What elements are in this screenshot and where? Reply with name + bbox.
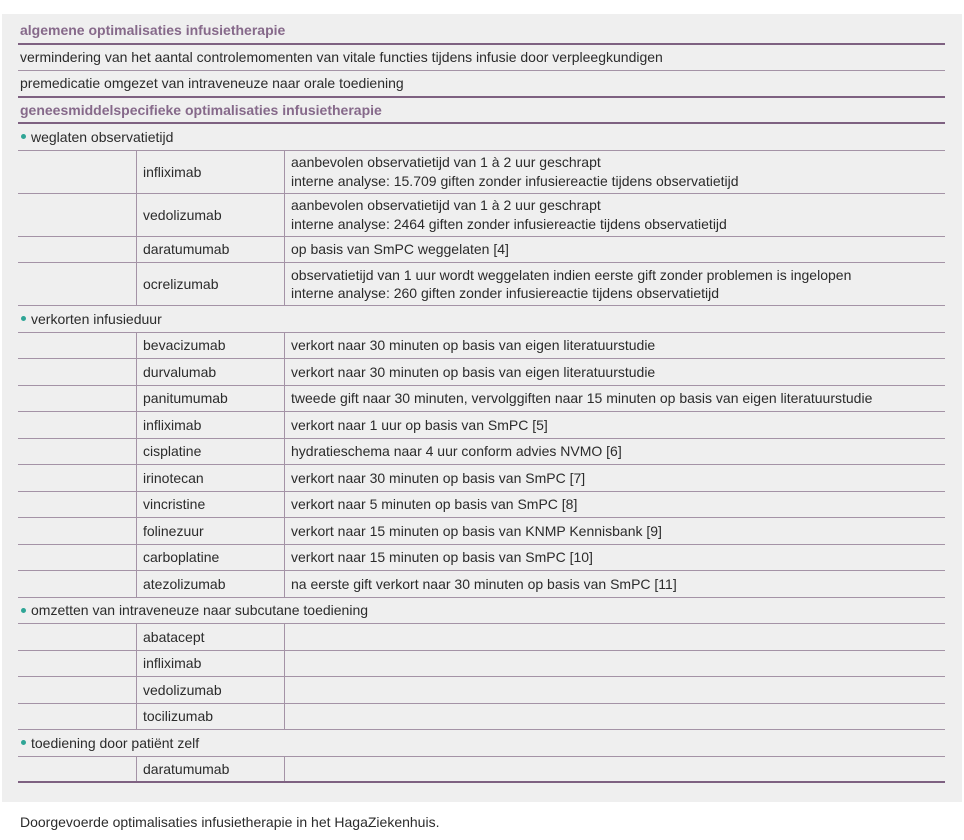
general-row bbox=[18, 71, 945, 98]
drug-name: daratumumab bbox=[137, 237, 285, 263]
description-line: op basis van SmPC weggelaten [4] bbox=[291, 241, 509, 257]
general-row-text: vermindering van het aantal controlemomenten van vitale functies tijdens infusie door verpleegkundigen bbox=[20, 49, 663, 66]
section-heading-general bbox=[18, 18, 945, 45]
group-title: toediening door patiënt zelf bbox=[31, 734, 200, 751]
optimization-description bbox=[285, 333, 945, 359]
table-row bbox=[18, 439, 945, 466]
table-row bbox=[18, 151, 945, 194]
empty-cell bbox=[18, 439, 137, 465]
drug-name: vedolizumab bbox=[137, 194, 285, 236]
description-line: aanbevolen observatietijd van 1 à 2 uur geschrapt bbox=[291, 197, 601, 213]
drug-name: folinezuur bbox=[137, 518, 285, 544]
empty-cell bbox=[18, 263, 137, 305]
empty-cell bbox=[18, 359, 137, 385]
optimization-description bbox=[285, 518, 945, 544]
table-row bbox=[18, 359, 945, 386]
drug-name: infliximab bbox=[137, 651, 285, 677]
optimization-description bbox=[285, 757, 945, 782]
optimization-description bbox=[285, 359, 945, 385]
group-title: weglaten observatietijd bbox=[31, 128, 174, 145]
drug-name: bevacizumab bbox=[137, 333, 285, 359]
table-row bbox=[18, 571, 945, 598]
optimization-description bbox=[285, 151, 945, 193]
table-row bbox=[18, 194, 945, 237]
drug-name: ocrelizumab bbox=[137, 263, 285, 305]
bullet-icon bbox=[21, 316, 26, 321]
table-row bbox=[18, 386, 945, 413]
section-heading-text: geneesmiddelspecifieke optimalisaties infusietherapie bbox=[20, 101, 382, 118]
description-line: verkort naar 1 uur op basis van SmPC [5] bbox=[291, 416, 548, 433]
section-heading-text: algemene optimalisaties infusietherapie bbox=[20, 22, 286, 39]
description-line: verkort naar 30 minuten op basis van eigen literatuurstudie bbox=[291, 363, 656, 380]
optimization-description bbox=[285, 237, 945, 263]
empty-cell bbox=[18, 465, 137, 491]
empty-cell bbox=[18, 545, 137, 571]
optimization-description bbox=[285, 465, 945, 491]
general-row bbox=[18, 45, 945, 72]
empty-cell bbox=[18, 651, 137, 677]
group-heading bbox=[18, 124, 945, 151]
empty-cell bbox=[18, 237, 137, 263]
table-row bbox=[18, 333, 945, 360]
optimizations-table bbox=[18, 18, 945, 783]
drug-name: atezolizumab bbox=[137, 571, 285, 597]
table-row bbox=[18, 677, 945, 704]
optimization-description bbox=[285, 624, 945, 650]
bullet-icon bbox=[21, 134, 26, 139]
table-row bbox=[18, 651, 945, 678]
drug-name: abatacept bbox=[137, 624, 285, 650]
table-row bbox=[18, 704, 945, 731]
bullet-icon bbox=[21, 740, 26, 745]
general-row-text: premedicatie omgezet van intraveneuze naar orale toediening bbox=[20, 75, 404, 92]
group-heading bbox=[18, 306, 945, 333]
table-row bbox=[18, 492, 945, 519]
group-heading bbox=[18, 730, 945, 757]
empty-cell bbox=[18, 151, 137, 193]
table-row bbox=[18, 545, 945, 572]
table-row bbox=[18, 465, 945, 492]
description-line: verkort naar 15 minuten op basis van KNMP Kennisbank [9] bbox=[291, 522, 662, 539]
table-row bbox=[18, 624, 945, 651]
optimization-description bbox=[285, 194, 945, 236]
optimization-description bbox=[285, 677, 945, 703]
optimization-description bbox=[285, 545, 945, 571]
optimization-description bbox=[285, 492, 945, 518]
empty-cell bbox=[18, 677, 137, 703]
empty-cell bbox=[18, 492, 137, 518]
description-line: verkort naar 15 minuten op basis van SmPC [10] bbox=[291, 549, 593, 565]
drug-name: tocilizumab bbox=[137, 704, 285, 730]
drug-name: irinotecan bbox=[137, 465, 285, 491]
empty-cell bbox=[18, 518, 137, 544]
empty-cell bbox=[18, 386, 137, 412]
drug-name: infliximab bbox=[137, 151, 285, 193]
empty-cell bbox=[18, 704, 137, 730]
table-caption: Doorgevoerde optimalisaties infusietherapie in het HagaZiekenhuis. bbox=[20, 814, 440, 830]
description-line: interne analyse: 15.709 giften zonder infusiereactie tijdens observatietijd bbox=[291, 172, 739, 189]
description-line: tweede gift naar 30 minuten, vervolggiften naar 15 minuten op basis van eigen literatuurstudie bbox=[291, 390, 873, 406]
group-title: verkorten infusieduur bbox=[31, 310, 162, 327]
empty-cell bbox=[18, 333, 137, 359]
optimization-description bbox=[285, 386, 945, 412]
optimization-description bbox=[285, 412, 945, 438]
optimization-description bbox=[285, 439, 945, 465]
table-row bbox=[18, 518, 945, 545]
section-heading-specific bbox=[18, 98, 945, 125]
drug-name: vincristine bbox=[137, 492, 285, 518]
table-row bbox=[18, 237, 945, 264]
optimization-description bbox=[285, 571, 945, 597]
description-line: verkort naar 30 minuten op basis van eigen literatuurstudie bbox=[291, 337, 656, 353]
description-line: verkort naar 30 minuten op basis van SmPC [7] bbox=[291, 469, 586, 486]
table-row bbox=[18, 263, 945, 306]
table-row bbox=[18, 412, 945, 439]
empty-cell bbox=[18, 194, 137, 236]
optimization-description bbox=[285, 651, 945, 677]
bullet-icon bbox=[21, 608, 26, 613]
optimization-description bbox=[285, 704, 945, 730]
optimization-description bbox=[285, 263, 945, 305]
drug-name: daratumumab bbox=[137, 757, 285, 782]
description-line: interne analyse: 260 giften zonder infusiereactie tijdens observatietijd bbox=[291, 285, 720, 301]
description-line: verkort naar 5 minuten op basis van SmPC [8] bbox=[291, 496, 578, 512]
table-row bbox=[18, 757, 945, 784]
group-heading bbox=[18, 598, 945, 625]
drug-name: durvalumab bbox=[137, 359, 285, 385]
drug-name: infliximab bbox=[137, 412, 285, 438]
description-line: aanbevolen observatietijd van 1 à 2 uur geschrapt bbox=[291, 154, 601, 170]
description-line: observatietijd van 1 uur wordt weggelaten indien eerste gift zonder problemen is ingelopen bbox=[291, 266, 852, 283]
drug-name: vedolizumab bbox=[137, 677, 285, 703]
description-line: interne analyse: 2464 giften zonder infusiereactie tijdens observatietijd bbox=[291, 215, 727, 232]
empty-cell bbox=[18, 412, 137, 438]
drug-name: carboplatine bbox=[137, 545, 285, 571]
drug-name: cisplatine bbox=[137, 439, 285, 465]
group-title: omzetten van intraveneuze naar subcutane toediening bbox=[31, 602, 369, 619]
drug-name: panitumumab bbox=[137, 386, 285, 412]
empty-cell bbox=[18, 571, 137, 597]
empty-cell bbox=[18, 624, 137, 650]
description-line: na eerste gift verkort naar 30 minuten op basis van SmPC [11] bbox=[291, 575, 677, 592]
empty-cell bbox=[18, 757, 137, 782]
description-line: hydratieschema naar 4 uur conform advies NVMO [6] bbox=[291, 443, 622, 459]
